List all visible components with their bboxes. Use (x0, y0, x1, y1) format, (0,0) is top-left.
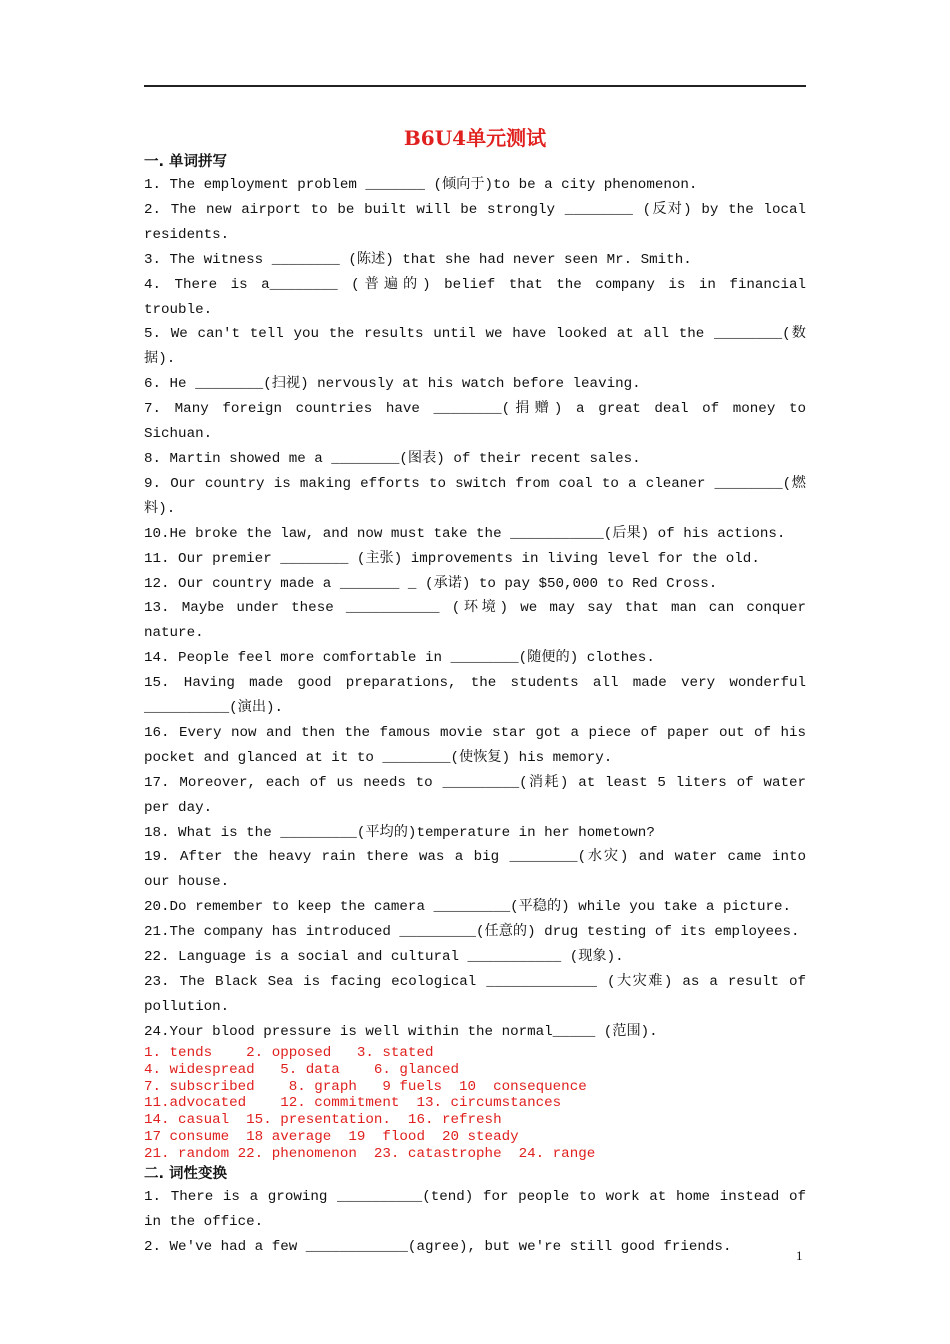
question-item: 14. People feel more comfortable in ________(随便的) clothes. (144, 650, 655, 667)
answer-line: 21. random 22. phenomenon 23. catastrophe 24. range (144, 1146, 596, 1163)
section-1-questions (144, 173, 806, 1045)
answer-line: 4. widespread 5. data 6. glanced (144, 1061, 460, 1078)
question-item: 15. Having made good preparations, the students all made very wonderful __________(演出). (144, 675, 806, 717)
header-rule (144, 85, 806, 87)
question-item: 20.Do remember to keep the camera _________(平稳的) while you take a picture. (144, 899, 792, 916)
question-item: 1. There is a growing __________(tend) for people to work at home instead of in the office. (144, 1189, 806, 1230)
question-item: 10.He broke the law, and now must take the ___________(后果) of his actions. (144, 525, 786, 542)
question-item: 9. Our country is making efforts to switch from coal to a cleaner ________(燃料). (144, 475, 806, 517)
question-item: 2. The new airport to be built will be strongly ________ (反对) by the local residents. (144, 201, 806, 243)
question-item: 7. Many foreign countries have ________(捐赠) a great deal of money to Sichuan. (144, 401, 806, 443)
question-item: 23. The Black Sea is facing ecological _____________ (大灾难) as a result of pollution. (144, 974, 806, 1015)
answer-line: 7. subscribed 8. graph 9 fuels 10 consequence (144, 1078, 587, 1095)
page-number: 1 (796, 1248, 803, 1263)
question-item: 6. He ________(扫视) nervously at his watch before leaving. (144, 376, 641, 393)
answer-line: 17 consume 18 average 19 flood 20 steady (144, 1129, 519, 1146)
question-item: 19. After the heavy rain there was a big ________(水灾) and water came into our house. (144, 849, 806, 891)
question-item: 1. The employment problem _______ (倾向于)to be a city phenomenon. (144, 177, 698, 193)
question-item: 21.The company has introduced _________(任意的) drug testing of its employees. (144, 924, 800, 941)
question-item: 13. Maybe under these ___________ (环境) we may say that man can conquer nature. (144, 600, 806, 642)
question-item: 2. We've had a few ____________(agree), but we're still good friends. (144, 1238, 732, 1255)
question-item: 4. There is a________ (普遍的) belief that the company is in financial trouble. (144, 276, 806, 318)
question-item: 5. We can't tell you the results until we have looked at all the ________(数据). (144, 326, 806, 368)
question-item: 17. Moreover, each of us needs to _________(消耗) at least 5 liters of water per day. (144, 774, 806, 816)
answer-line: 1. tends 2. opposed 3. stated (144, 1044, 434, 1061)
answer-key (144, 1045, 806, 1163)
question-item: 11. Our premier ________ (主张) improvements in living level for the old. (144, 550, 760, 567)
page-title: B6U4单元测试 (403, 126, 547, 150)
question-item: 12. Our country made a _______ _ (承诺) to pay $50,000 to Red Cross. (144, 575, 718, 592)
question-item: 18. What is the _________(平均的)temperature in her hometown? (144, 824, 655, 841)
question-item: 8. Martin showed me a ________(图表) of their recent sales. (144, 450, 641, 467)
answer-line: 11.advocated 12. commitment 13. circumstances (144, 1095, 562, 1112)
answer-line: 14. casual 15. presentation. 16. refresh (144, 1112, 502, 1129)
question-item: 24.Your blood pressure is well within the normal_____ (范围). (144, 1023, 658, 1040)
question-item: 22. Language is a social and cultural ___________ (现象). (144, 949, 624, 966)
section-2-heading: 二. 词性变换 (144, 1166, 228, 1183)
question-item: 16. Every now and then the famous movie star got a piece of paper out of his pocket and glanced at it to ________(使恢复) his memory. (144, 724, 806, 766)
section-2-questions (144, 1185, 806, 1260)
document-body (144, 151, 806, 1260)
question-item: 3. The witness ________ (陈述) that she had never seen Mr. Smith. (144, 251, 692, 268)
section-1-heading: 一. 单词拼写 (144, 154, 228, 170)
